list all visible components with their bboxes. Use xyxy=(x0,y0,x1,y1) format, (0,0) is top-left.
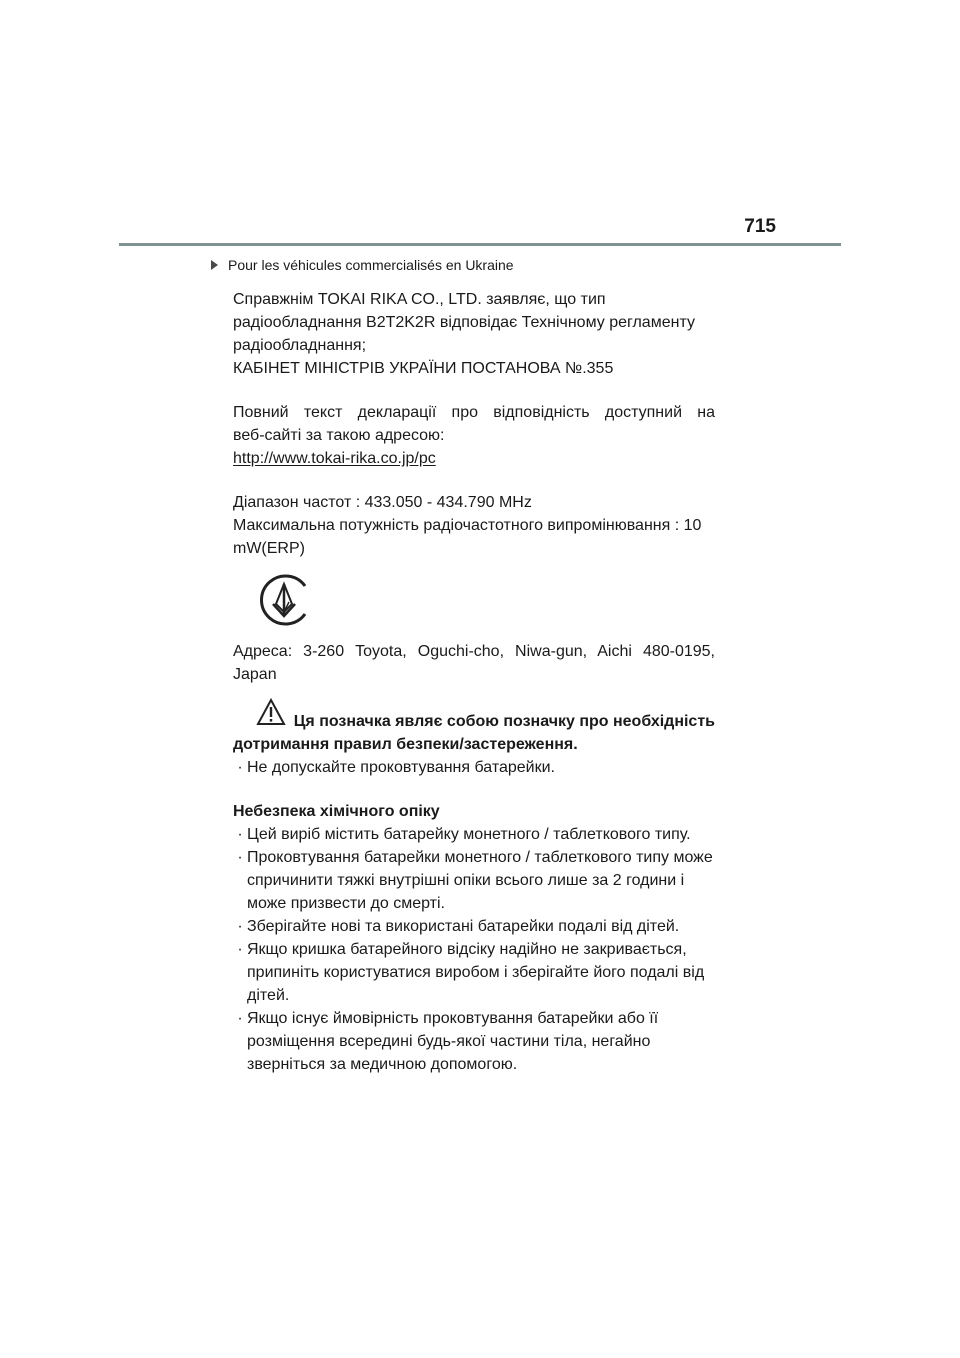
hazard-item: · Якщо існує ймовірність проковтування батарейки або її xyxy=(237,1010,659,1027)
declaration-line: радіообладнання; xyxy=(233,337,367,354)
hazard-item: · Цей виріб містить батарейку монетного / таблеткового типу. xyxy=(237,826,691,843)
warning-item: · Не допускайте проковтування батарейки. xyxy=(237,759,555,776)
hazard-item-continuation: може призвести до смерті. xyxy=(247,895,445,912)
chemical-burn-hazard-block xyxy=(233,800,715,1076)
declaration-block xyxy=(233,288,715,380)
hazard-item: · Проковтування батарейки монетного / таблеткового типу може xyxy=(237,849,713,866)
section-header-text: Pour les véhicules commercialisés en Ukraine xyxy=(228,257,514,273)
hazard-item-continuation: розміщення всередині будь-якої частини тіла, негайно xyxy=(247,1033,651,1050)
warning-heading-line2: дотримання правил безпеки/застереження. xyxy=(233,736,578,753)
warning-heading-row xyxy=(233,698,715,733)
warning-block xyxy=(233,698,715,779)
page-number: 715 xyxy=(744,216,776,237)
header-rule xyxy=(119,243,841,246)
address-line: Japan xyxy=(233,666,277,683)
section-header xyxy=(211,256,514,274)
hazard-title: Небезпека хімічного опіку xyxy=(233,803,440,820)
warning-heading-line1: Ця позначка являє собою позначку про необхідність xyxy=(293,713,715,730)
declaration-line: КАБІНЕТ МІНІСТРІВ УКРАЇНИ ПОСТАНОВА №.355 xyxy=(233,360,614,377)
hazard-item-continuation: спричинити тяжкі внутрішні опіки всього лише за 2 години і xyxy=(247,872,685,889)
address-line: Адреса: 3-260 Toyota, Oguchi-cho, Niwa-gun, Aichi 480-0195, xyxy=(233,643,715,660)
hazard-item-continuation: припиніть користуватися виробом і зберігайте його подалі від xyxy=(247,964,705,981)
address-block xyxy=(233,640,715,686)
declaration-url-link[interactable]: http://www.tokai-rika.co.jp/pc xyxy=(233,450,436,467)
declaration-line: радіообладнання B2T2K2R відповідає Технічному регламенту xyxy=(233,314,695,331)
radio-spec-block xyxy=(233,491,715,560)
document-body xyxy=(233,288,715,1076)
hazard-item-continuation: зверніться за медичною допомогою. xyxy=(247,1056,518,1073)
ukrainian-conformity-mark-icon xyxy=(256,572,312,628)
full-text-line: веб-сайті за такою адресою: xyxy=(233,427,445,444)
full-text-line: Повний текст декларації про відповідність доступний на xyxy=(233,404,715,421)
declaration-line: Справжнім TOKAI RIKA CO., LTD. заявляє, що тип xyxy=(233,291,606,308)
hazard-item: · Зберігайте нові та використані батарейки подалі від дітей. xyxy=(237,918,680,935)
full-text-block xyxy=(233,401,715,470)
max-power-line: mW(ERP) xyxy=(233,540,305,557)
hazard-item-continuation: дітей. xyxy=(247,987,290,1004)
hazard-item: · Якщо кришка батарейного відсіку надійно не закривається, xyxy=(237,941,687,958)
max-power-line: Максимальна потужність радіочастотного випромінювання : 10 xyxy=(233,517,702,534)
triangle-bullet-icon xyxy=(211,260,218,270)
frequency-range: Діапазон частот : 433.050 - 434.790 MHz xyxy=(233,494,532,511)
warning-triangle-icon xyxy=(256,698,286,733)
